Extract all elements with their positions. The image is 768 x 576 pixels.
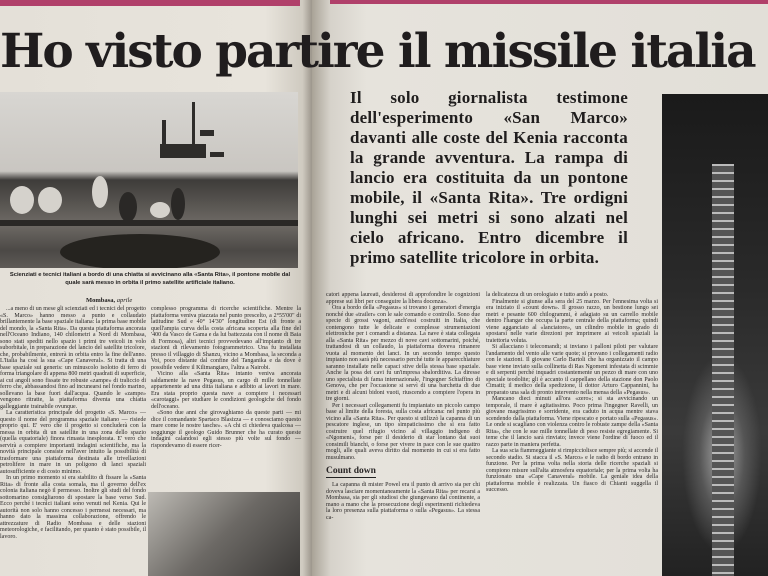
photo-launch-tower (662, 94, 768, 576)
dateline-place: Mombasa, (86, 297, 116, 304)
paragraph: La caratteristica principale del progetto «S. Marco» — questo il nome del programma spaziale italiano — risiede proprio qui. E' vero che il progetto si concluderà con la messa in orbita di un satellite in una zona dello spazio (quella equatoriale) finora rimasta inesplorata. E' vero che servirà a compiere importanti indagini scientifiche, ma la novità principale consiste nell'aver intuito la possibilità di trasformare una piattaforma destinata alle trivellazioni petrolifere in mare in un poligono di lanci spaziali autosufficiente e di costo minimo. (0, 410, 146, 475)
paragraph: La sua scia fiammeggiante si rimpicciolisce sempre più; si accende il secondo stadio. Si stacca il «S. Marco» e le radio di bordo entrano in funzione. Per la prima volta nella storia delle ricerche spaziali si compiono misure sull'alta atmosfera equatoriale; per la prima volta ha funzionato una «Cape Canaveral» mobile. La geniale idea della piattaforma mobile è realizzata. Un fiasco di Chianti suggella il successo. (486, 448, 658, 493)
paragraph: Vicino alla «Santa Rita» intanto veniva ancorata saldamente la nave Pegasus, un cargo di mille tonnellate appartenente ad una ditta italiana e adibito ai lavori in mare. Era stata proprio questa nave a compiere i necessari «carotaggi» per studiare le condizioni geologiche del fondo dell'oceano. (151, 371, 301, 410)
paragraph: ...a meno di un mese gli scienziati ed i tecnici del progetto «S. Marco» hanno messo a punto e collaudato brillantemente la base spaziale italiana: la prima base mobile del mondo, la «Santa Rita». Da questa piattaforma ancorata nell'Oceano Indiano, 140 chilometri a Nord di Mombasa, sono stati spediti nello spazio i primi tre veicoli in volo suborbitale, in preparazione del lancio del satellite tricolore, che, probabilmente, entrerà in orbita entro la fine dell'anno. L'Italia ha così la sua «Cape Canaveral». Si tratta di una base spaziale sui generis: un minuscolo isolotto di ferro di forma triangolare di appena 800 metri quadrati di superficie, ai cui angoli sono fissate tre robuste «zampe» di traliccio di ferro che, abbassandosi fino ad incunearsi nel fondo marino, sollevano la base fuori dall'acqua. Quando le «zampe» vengono ritratte, la piattaforma diventa una chiatta galleggiante trainabile ovunque. (0, 306, 146, 410)
accent-bar-right (330, 0, 768, 4)
paragraph: Finalmente si giunse alla sera del 25 marzo. Per l'ennesima volta si era iniziato il «count down». Il grosso razzo, un bestione lungo sei metri e pesante 600 chilogrammi, è adagiato su un carrello mobile dentro l'hangar che occupa la parte centrale della piattaforma; quindi viene agganciato al «lanciatore», un cilindro mobile in grado di spostarsi nelle varie direzioni per imprimere ai veicoli spaziali la traiettoria voluta. (486, 298, 658, 344)
article-column-1 (0, 306, 146, 540)
photo-scene-illustration (0, 92, 298, 268)
accent-bar-left (0, 0, 300, 6)
paragraph: «Sono due anni che girovaghiamo da queste parti — mi dice il comandante Spartaco Blasizza — e conosciamo questo mare come le nostre tasche». «A chi ci chiedeva qualcosa — soggiunge il geologo Guido Brunner che ha curato queste indagini calandosi egli stesso più volte sul fondo — rispondevamo di essere ricer- (151, 410, 301, 449)
launch-tower (712, 164, 734, 576)
article-column-3 (326, 292, 480, 521)
headline: Ho visto partire il missile italia (0, 24, 755, 79)
photo-inset (148, 492, 300, 576)
paragraph: Si allacciano i telecomandi; si inviano i palloni piloti per valutare l'andamento del vento alle varie quote; si provano i collegamenti radio con le stazioni. Il giovane Carlo Bartoli che ha organizzato il campo base viene inviato sulla collinetta di Ras Ngomeni infestata di scimmie e di serpenti perché inquadri costantemente un pezzo di mare con uno speciale teodolite; gli è accanto il cappellano della stazione don Paolo Cimatti; il medico della spedizione, il dottor Arturo Cappannini, ha preparato una sala di pronto intervento nella mensa della «Pegasus». (486, 344, 658, 396)
paragraph: Mancano dieci minuti all'ora «zero»; si sta avvicinando un temporale, il mare è agitatissimo. Poco prima l'ingegner Ravelli, un giovane magrissimo e sorridente, era caduto in acqua mentre stava scendendo dalla piattaforma. Viene ripescato e portato sulla «Pegasus». Le onde si scagliano con violenza contro le robuste zampe della «Santa Rita», che con le sue mille tonnellate di peso resiste egregiamente. Si teme che il lancio sarà rinviato; invece viene l'ordine di fuoco ed il razzo parte in maniera perfetta. (486, 396, 658, 448)
dateline-month: aprile (116, 297, 133, 304)
paragraph: La capanna di mister Powel era il punto di arrivo sia per chi doveva lasciare momentaneamente la «Santa Rita» per recarsi a Mombasa, sia per gli studiosi che giungevano dal continente, a mano a mano che la prosecuzione degli esperimenti richiedeva la loro presenza sulla piattaforma o sulla «Pegasus». La stessa ca- (326, 482, 480, 521)
paragraph: In un primo momento si era stabilito di fissare la «Santa Rita» di fronte alla costa somala, ma il governo dell'ex colonia italiana negò il permesso. Inoltre gli studi del fondo sottomarino consigliarono di spostare la base verso Sud. Ecco perché i tecnici italiani sono venuti nel Kenia. Qui le autorità non solo hanno concesso i permessi necessari, ma hanno dato la massima collaborazione, offrendo le attrezzature di Radio Mombasa e delle stazioni meteorologiche, e facilitando, per quanto è stato possibile, il lavoro. (0, 475, 146, 540)
paragraph: la delicatezza di un orologiaio e tutto andò a posto. (486, 292, 609, 298)
photo-caption: Scienziati e tecnici italiani a bordo di una chiatta si avvicinano alla «Santa Rita», il pontone mobile dal quale sarà messo in orbita il primo satellite artificiale italiano. (9, 272, 291, 286)
article-column-2 (151, 306, 301, 449)
paragraph: Per i necessari collegamenti fu impiantato un piccolo campo base al limite della foresta, sulla costa africana: nel punto più vicino alla «Santa Rita». Per questo si utilizzò la capanna di un pescatore inglese, un tipo simpaticissimo che si era fatto costruire quel rifugio vicino al villaggio indigeno di «Ngomeni», forse per il desiderio di star lontano dai suoi consimili bianchi, o forse per vivere in pace con le sue quattro mogli, alle quali aveva diritto dal momento in cui si era fatto musulmano. (326, 402, 480, 461)
article-column-4 (486, 292, 658, 494)
paragraph: complesso programma di ricerche scientifiche. Mentre la piattaforma veniva piazzata nel punto prescelto, a 2°55'00" di latitudine Sud e 40° 14'30" longitudine Est (di fronte a quell'ampia curva della costa africana scoperta alla fine del '400 da Vasco de Gama e da lui battezzata con il nome di Baia di Formosa), altri tecnici provvedevano all'impianto di tre stazioni di rilevamento fotogrammetrico. Una fu installata presso il villaggio di Shanzu, vicino a Mombasa, la seconda a Voi, poco distante dal confine del Tanganika e da dove è possibile vedere il Kilimangiaro, l'altra a Nairobi. (151, 306, 301, 371)
article-deck: Il solo giornalista testimone dell'esperimento «San Marco» davanti alle coste del Kenia racconta la grande avventura. La rampa di lancio era costituita da un pontone mobile, il «Santa Rita». Tre ordigni lunghi sei metri si sono alzati nel cielo africano. Entro dicembre il primo satellite tricolore in orbita. (350, 88, 628, 267)
paragraph: catori appena laureati, desiderosi di approfondire le cognizioni apprese sui libri per conseguire la libera docenza». (326, 292, 480, 305)
dateline (86, 297, 132, 305)
subhead-count-down: Count down (326, 466, 376, 476)
photo-barge-crew (0, 92, 298, 268)
paragraph: Ora a bordo della «Pegasus» si trovano i generatori d'energia nonché due «trailer» con le sale comando e controllo. Sono due specie di grossi vagoni, anch'essi costruiti in Italia, che contengono tutte le delicate e complesse strumentazioni elettroniche per i comandi a distanza. La nave è stata collegata alla «Santa Rita» per mezzo di nove cavi sottomarini, poiché, trattandosi di un collaudo, la piattaforma doveva rimanere vuota al momento dei lanci. In un secondo tempo questo impianto non sarà più necessario perché tutte le apparecchiature saranno installate nelle capaci stive della stessa base spaziale. Anche la posa dei cavi fu un'impresa sbalorditiva. La diresse uno specialista di fama internazionale, l'ingegner Schiaffino di Genova, che per l'occasione si servì di una barchetta di due metri e di alcuni bidoni vuoti, riuscendo a compiere l'opera in tre giorni. (326, 305, 480, 402)
